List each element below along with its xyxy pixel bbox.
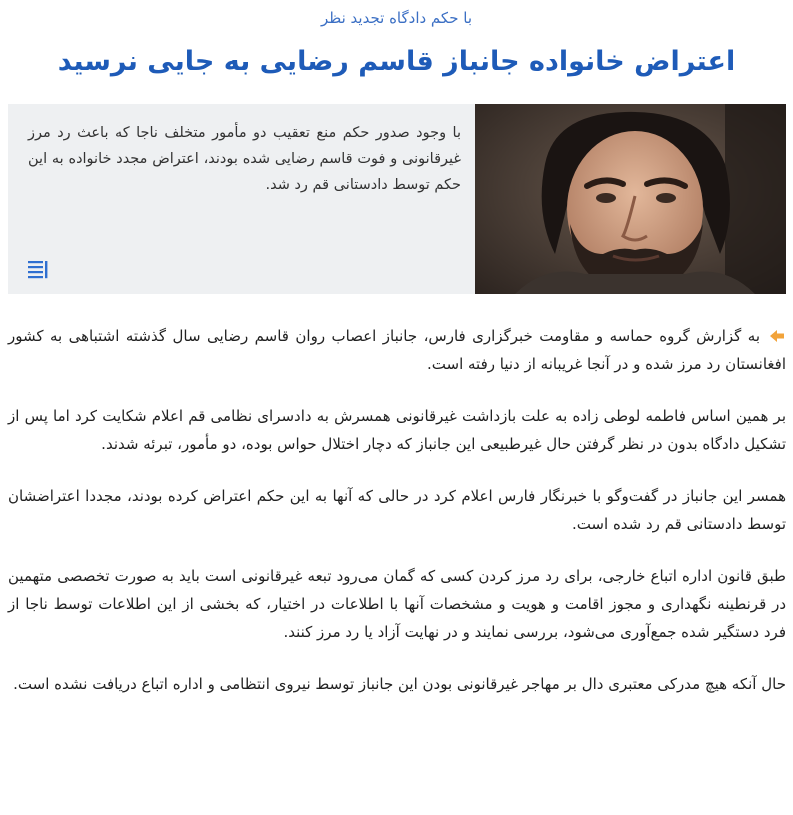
article-lead: با وجود صدور حکم منع تعقیب دو مأمور متخلف ناجا که باعث رد مرز غیرقانونی و فوت قاسم رضایی شده بودند، اعتراض مجدد خانواده به این حکم توسط دادستانی قم رد شد. [28,125,461,193]
list-lines-icon[interactable] [24,258,50,280]
article-kicker: با حکم دادگاه تجدید نظر [321,9,472,27]
lead-text-area [8,104,475,294]
arrow-left-icon [768,328,786,344]
portrait-image [475,104,786,294]
article-paragraph: بر همین اساس فاطمه لوطی زاده به علت بازداشت غیرقانونی همسرش به دادسرای نظامی قم اعلام شکایت کرد اما پس از تشکیل دادگاه بدون در نظر گرفتن حال غیرطبیعی این جانباز که دچار اختلال حواس بوده، دو مأمور، تبرئه شدند. [8,407,786,453]
article-paragraph: حال آنکه هیچ مدرکی معتبری دال بر مهاجر غیرقانونی بودن این جانباز توسط نیروی انتظامی و اداره اتباع دریافت نشده است. [13,675,786,693]
article-paragraph: همسر این جانباز در گفت‌وگو با خبرنگار فارس اعلام کرد در حالی که آنها به این حکم اعتراض کرده بودند، مجددا اعتراضشان توسط دادستانی قم رد شده است. [8,487,786,533]
article-paragraph [8,322,786,378]
paragraph-text: به گزارش گروه حماسه و مقاومت خبرگزاری فارس، جانباز اعصاب روان قاسم رضایی سال گذشته اشتباهی به کشور افغانستان رد مرز شده و در آنجا غریبانه از دنیا رفته است. [8,327,786,373]
article-body [8,322,786,722]
article-paragraph: طبق قانون اداره اتباع خارجی، برای رد مرز کردن کسی که گمان می‌رود تبعه غیرقانونی است باید به صورت تخصصی متهمین در قرنطینه نگهداری و مجوز اقامت و هویت و مشخصات آنها با اطلاعات در اختیار، که بخشی از این اطلاعات توسط ناجا از فرد دستگیر شده جمع‌آوری می‌شود، بررسی نمایند و در نهایت آزاد یا رد مرز کنند. [8,567,786,641]
lead-box [8,104,786,294]
article-photo [475,104,786,294]
article-headline: اعتراض خانواده جانباز قاسم رضایی به جایی نرسید [57,46,736,77]
